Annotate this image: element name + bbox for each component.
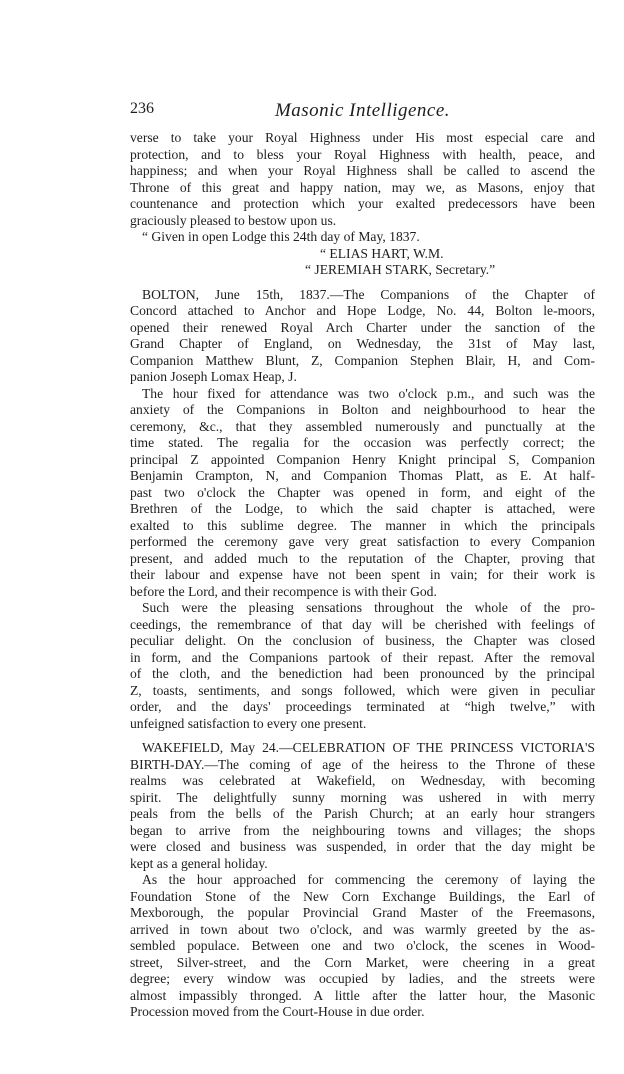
text-line: performed the ceremony gave very great satisfaction to every Companion [130,534,595,549]
text-line: order, and the days' proceedings terminated at “high twelve,” with [130,699,595,714]
text-line: Procession moved from the Court-House in due order. [130,1004,425,1019]
paragraph [130,229,595,279]
text-line: past two o'clock the Chapter was opened in form, and eight of the [130,484,595,500]
text-line: protection, and to bless your Royal Highness with health, peace, and [130,146,595,162]
text-line: of the cloth, and the benediction had been pronounced by the principal [130,666,595,681]
paragraph [130,386,595,601]
text-line: Mexborough, the popular Provincial Grand Master of the Freemasons, [130,905,595,920]
text-line: peals from the bells of the Parish Church; at an early hour strangers [130,806,595,821]
text-line: ceremony, &c., that they assembled numerously and punctually at the [130,418,595,434]
page-number: 236 [130,100,154,117]
text-line: Throne of this great and happy nation, may we, as Masons, enjoy that [130,179,595,195]
text-line: realms was celebrated at Wakefield, on Wednesday, with becoming [130,773,595,788]
paragraph [130,287,595,386]
paragraph [130,600,595,732]
text-line: Grand Chapter of England, on Wednesday, the 31st of May last, [130,336,595,351]
text-line: time stated. The regalia for the occasion was perfectly correct; the [130,435,595,450]
text-line: spirit. The delightfully sunny morning was ushered in with merry [130,789,595,805]
text-line: BIRTH-DAY.—The coming of age of the heiress to the Throne of these [130,756,595,772]
page-body [130,130,595,1021]
text-line: Brethren of the Lodge, to which the said chapter is attached, were [130,501,595,516]
text-line: “ Given in open Lodge this 24th day of May, 1837. [142,229,420,244]
text-line: countenance and protection which your exalted predecessors have been [130,196,595,211]
text-line: Such were the pleasing sensations throughout the whole of the pro- [142,600,595,615]
text-line: almost impassibly thronged. A little after the latter hour, the Masonic [130,987,595,1003]
text-line: Benjamin Crampton, N, and Companion Thomas Platt, as E. At half- [130,468,595,483]
text-line: principal Z appointed Companion Henry Knight principal S, Companion [130,451,595,467]
text-line: exalted to this sublime degree. The manner in which the principals [130,517,595,533]
text-line: Concord attached to Anchor and Hope Lodge, No. 44, Bolton le-moors, [130,303,595,318]
text-line: Companion Matthew Blunt, Z, Companion Stephen Blair, H, and Com- [130,352,595,368]
text-line: ceedings, the remembrance of that day will be cherished with feelings of [130,616,595,632]
text-line: sembled populace. Between one and two o'clock, the scenes in Wood- [130,938,595,953]
text-line: graciously pleased to bestow upon us. [130,212,337,228]
text-line: street, Silver-street, and the Corn Market, were cheering in a great [130,954,595,970]
text-line: opened their renewed Royal Arch Charter under the sanction of the [130,319,595,335]
text-line: before the Lord, and their recompence is with their God. [130,583,437,599]
paragraph [130,740,595,872]
text-line: were closed and business was suspended, in order that the day might be [130,839,595,854]
paragraph [130,130,595,229]
paragraph-gap [130,279,595,287]
text-line: WAKEFIELD, May 24.—CELEBRATION OF THE PRINCESS VICTORIA'S [142,740,595,755]
text-line: in form, and the Companions partook of their repast. After the removal [130,649,595,665]
text-line: verse to take your Royal Highness under His most especial care and [130,130,595,145]
text-line: “ ELIAS HART, W.M. [320,245,444,261]
text-line: arrived in town about two o'clock, and was warmly greeted by the as- [130,921,595,937]
running-head [130,100,595,124]
text-line: Foundation Stone of the New Corn Exchange Buildings, the Earl of [130,888,595,904]
text-line: panion Joseph Lomax Heap, J. [130,369,297,384]
text-line: The hour fixed for attendance was two o'clock p.m., and such was the [142,385,595,401]
text-line: anxiety of the Companions in Bolton and neighbourhood to hear the [130,402,595,417]
text-line: began to arrive from the neighbouring towns and villages; the shops [130,822,595,838]
text-line: As the hour approached for commencing the ceremony of laying the [142,872,595,887]
text-line: present, and added much to the reputation of the Chapter, proving that [130,550,595,566]
text-line: unfeigned satisfaction to every one present. [130,715,367,731]
text-line: BOLTON, June 15th, 1837.—The Companions of the Chapter of [142,286,595,302]
text-line: “ JEREMIAH STARK, Secretary.” [305,262,496,277]
text-line: peculiar delight. On the conclusion of business, the Chapter was closed [130,633,595,648]
text-line: their labour and expense have not been spent in vain; for their work is [130,567,595,582]
text-line: degree; every window was occupied by ladies, and the streets were [130,971,595,986]
paragraph-gap [130,732,595,740]
text-line: Z, toasts, sentiments, and songs followed, which were given in peculiar [130,682,595,698]
running-title: Masonic Intelligence. [274,100,451,121]
text-line: kept as a general holiday. [130,855,268,871]
text-line: happiness; and when your Royal Highness shall be called to ascend the [130,163,595,178]
paragraph [130,872,595,1021]
